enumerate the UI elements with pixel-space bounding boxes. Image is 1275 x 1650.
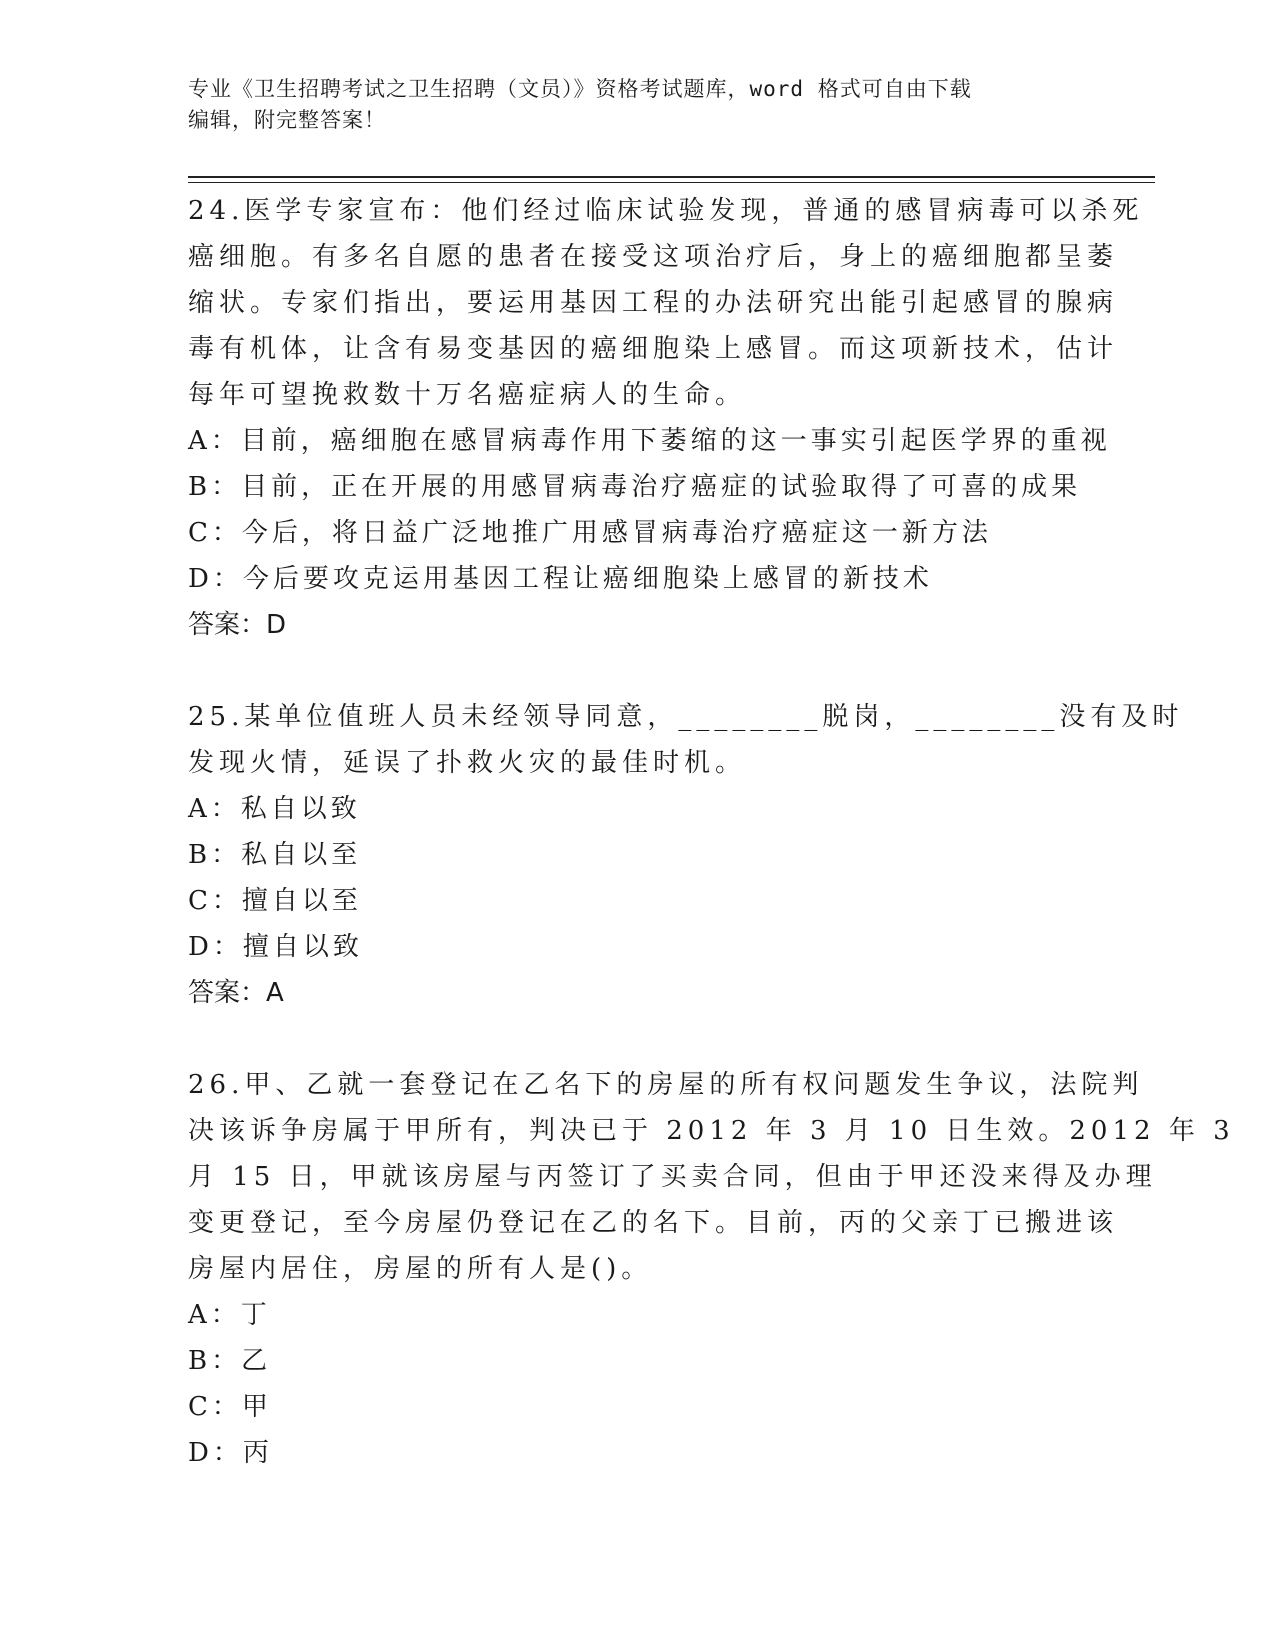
question-stem-line: 癌细胞。有多名自愿的患者在接受这项治疗后，身上的癌细胞都呈萎 — [188, 242, 1119, 272]
option-a: A：丁 — [188, 1300, 271, 1330]
option-d: D：今后要攻克运用基因工程让癌细胞染上感冒的新技术 — [188, 564, 933, 594]
question-stem-line: 月 15 日，甲就该房屋与丙签订了买卖合同，但由于甲还没来得及办理 — [188, 1162, 1157, 1192]
answer-label: 答案：A — [188, 978, 284, 1008]
option-b: B：目前，正在开展的用感冒病毒治疗癌症的试验取得了可喜的成果 — [188, 472, 1082, 502]
question-stem-line: 25.某单位值班人员未经领导同意，________脱岗，________没有及时 — [188, 702, 1184, 732]
question-24 — [188, 188, 1144, 648]
questions-list — [188, 188, 1235, 1522]
question-26 — [188, 1062, 1235, 1476]
option-d: D：丙 — [188, 1438, 273, 1468]
option-a: A：目前，癌细胞在感冒病毒作用下萎缩的这一事实引起医学界的重视 — [188, 426, 1111, 456]
header-divider-thin — [188, 182, 1155, 183]
question-stem-line: 缩状。专家们指出，要运用基因工程的办法研究出能引起感冒的腺病 — [188, 288, 1119, 318]
header-divider — [188, 176, 1155, 178]
question-stem-line: 发现火情，延误了扑救火灾的最佳时机。 — [188, 748, 747, 778]
option-b: B：乙 — [188, 1346, 272, 1376]
header-line-1: 专业《卫生招聘考试之卫生招聘（文员）》资格考试题库，word 格式可自由下载 — [188, 77, 972, 101]
question-stem-line: 26.甲、乙就一套登记在乙名下的房屋的所有权问题发生争议，法院判 — [188, 1070, 1144, 1100]
option-a: A：私自以致 — [188, 794, 361, 824]
question-stem-line: 房屋内居住，房屋的所有人是()。 — [188, 1254, 653, 1284]
option-b: B：私自以至 — [188, 840, 362, 870]
question-stem-line: 每年可望挽救数十万名癌症病人的生命。 — [188, 380, 747, 410]
header-line-2: 编辑，附完整答案！ — [188, 108, 386, 132]
question-stem-line: 变更登记，至今房屋仍登记在乙的名下。目前，丙的父亲丁已搬进该 — [188, 1208, 1119, 1238]
option-c: C：擅自以至 — [188, 886, 362, 916]
question-stem-line: 决该诉争房属于甲所有，判决已于 2012 年 3 月 10 日生效。2012 年 3 — [188, 1116, 1235, 1146]
option-c: C：甲 — [188, 1392, 272, 1422]
option-c: C：今后，将日益广泛地推广用感冒病毒治疗癌症这一新方法 — [188, 518, 992, 548]
document-header — [188, 74, 1088, 136]
answer-label: 答案：D — [188, 610, 287, 640]
option-d: D：擅自以致 — [188, 932, 363, 962]
question-stem-line: 24.医学专家宣布：他们经过临床试验发现，普通的感冒病毒可以杀死 — [188, 196, 1144, 226]
question-25 — [188, 694, 1184, 1016]
question-stem-line: 毒有机体，让含有易变基因的癌细胞染上感冒。而这项新技术，估计 — [188, 334, 1119, 364]
